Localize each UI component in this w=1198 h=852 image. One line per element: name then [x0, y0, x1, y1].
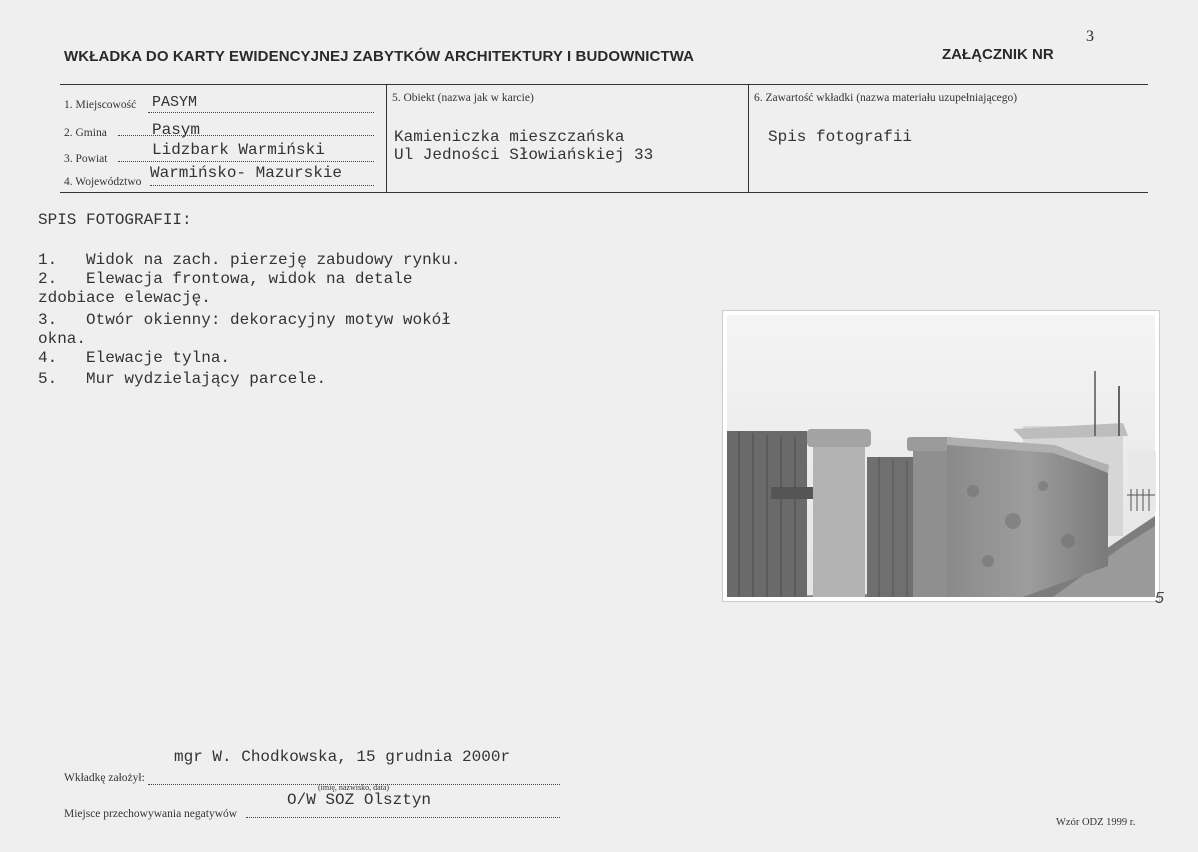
wojewodztwo-value: Warmińsko- Mazurskie	[150, 164, 343, 182]
form-title: WKŁADKA DO KARTY EWIDENCYJNEJ ZABYTKÓW ARCHITEKTURY I BUDOWNICTWA	[64, 48, 695, 65]
table-top-border	[60, 84, 1148, 85]
storage-value: O/W SOZ Olsztyn	[287, 791, 432, 809]
storage-label: Miejsce przechowywania negatywów	[64, 808, 238, 820]
photo-number: 5	[1155, 590, 1164, 607]
object-label: 5. Obiekt (nazwa jak w karcie)	[392, 92, 534, 104]
powiat-label: 3. Powiat	[64, 153, 108, 165]
wojewodztwo-dotted-line	[150, 185, 374, 186]
gmina-dotted-line	[118, 135, 374, 136]
table-divider-2	[748, 84, 749, 192]
table-bottom-border	[60, 192, 1148, 193]
author-value: mgr W. Chodkowska, 15 grudnia 2000r	[174, 748, 511, 766]
storage-dotted-line	[246, 817, 560, 818]
miejscowosc-value: PASYM	[152, 94, 198, 111]
contents-value: Spis fotografii	[768, 128, 913, 146]
photo-list-heading: SPIS FOTOGRAFII:	[38, 211, 192, 229]
object-line-2: Ul Jedności Słowiańskiej 33	[394, 146, 654, 164]
powiat-value: Lidzbark Warmiński	[152, 141, 325, 159]
contents-label: 6. Zawartość wkładki (nazwa materiału uzupełniającego)	[754, 92, 1018, 104]
photo-list-item: 5. Mur wydzielający parcele.	[38, 370, 327, 388]
miejscowosc-label: 1. Miejscowość	[64, 99, 137, 111]
table-divider-1	[386, 84, 387, 192]
powiat-dotted-line	[118, 161, 374, 162]
photo-list-item: 3. Otwór okienny: dekoracyjny motyw wokół	[38, 311, 451, 329]
photo-list-item: zdobiace elewację.	[38, 289, 211, 307]
gmina-value: Pasym	[152, 121, 201, 139]
photo-list-item: 2. Elewacja frontowa, widok na detale	[38, 270, 413, 288]
photo-list-item: okna.	[38, 330, 87, 348]
annex-label: ZAŁĄCZNIK NR	[942, 46, 1054, 63]
object-line-1: Kamieniczka mieszczańska	[394, 128, 625, 146]
form-model: Wzór ODZ 1999 r.	[1056, 817, 1136, 828]
photo-list-item: 1. Widok na zach. pierzeję zabudowy rynku.	[38, 251, 461, 269]
author-label: Wkładkę założył:	[64, 772, 145, 784]
photograph	[722, 310, 1160, 602]
miejscowosc-dotted-line	[148, 112, 374, 113]
wojewodztwo-label: 4. Województwo	[64, 176, 142, 188]
author-sublabel: (imię, nazwisko, data)	[318, 783, 390, 792]
wall-photo-illustration	[723, 311, 1159, 601]
photo-list-item: 4. Elewacje tylna.	[38, 349, 231, 367]
gmina-label: 2. Gmina	[64, 127, 107, 139]
page-number: 3	[1086, 28, 1094, 45]
